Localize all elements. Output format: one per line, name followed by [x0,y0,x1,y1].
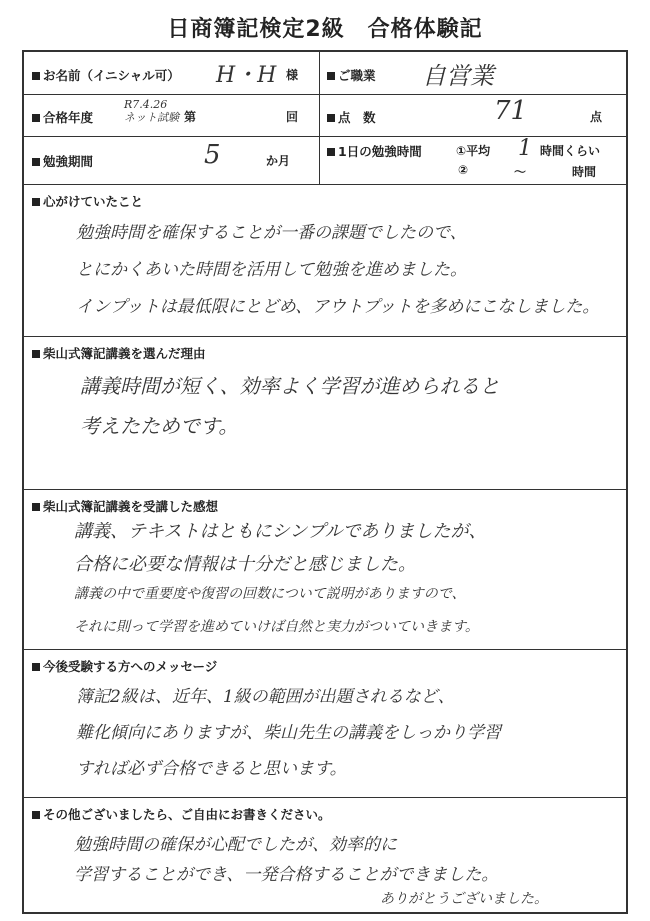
pass-year-dai: 第 [184,110,197,124]
score-value: 71 [494,96,528,126]
pass-year-label: 合格年度 [32,108,93,126]
score-label: 点 数 [327,108,376,126]
daily-avg-label: ①平均 [456,144,491,158]
pass-year-value: R7.4.26 ネット試験 [124,98,179,124]
pass-year-kai: 回 [286,110,299,124]
daily-avg-value: 1 [518,136,532,161]
study-period-suffix: か月 [266,154,291,168]
page-title: 日商簿記検定2級 合格体験記 [167,17,483,42]
section-line: 講義、テキストはともにシンプルでありましたが、 [74,521,487,542]
section-line: 考えたためです。 [80,414,239,438]
occupation-value: 自営業 [422,62,494,90]
section-line: 学習することができ、一発合格することができました。 [74,865,499,885]
section-line: 講義時間が短く、効率よく学習が進められると [80,374,500,398]
name-label: お名前（イニシャル可） [32,66,180,84]
section-line: 簿記2級は、近年、1級の範囲が出題されるなど、 [76,687,455,707]
section-line: インプットは最低限にとどめ、アウトプットを多めにこなしました。 [76,297,600,317]
section-label: その他ございましたら、ご自由にお書きください。 [32,805,331,823]
study-period-value: 5 [204,140,221,170]
section-line: とにかくあいた時間を活用して勉強を進めました。 [76,260,467,280]
section-line: ありがとうございました。 [380,891,548,907]
section-label: 今後受験する方へのメッセージ [32,657,217,675]
section-line: 合格に必要な情報は十分だと感じました。 [74,554,416,575]
name-value: H・H [216,63,277,88]
section-line: すれば必ず合格できると思います。 [76,759,347,779]
daily-study-label: 1日の勉強時間 [327,142,422,160]
survey-form [22,50,628,914]
daily-row2-tilde: ～ [514,165,527,179]
section-line: それに則って学習を進めていけば自然と実力がついていきます。 [74,619,479,635]
section-line: 勉強時間の確保が心配でしたが、効率的に [74,835,397,855]
daily-row2-suffix: 時間 [572,165,597,179]
section-line: 難化傾向にありますが、柴山先生の講義をしっかり学習 [76,723,501,743]
section-label: 心がけていたこと [32,192,143,210]
section-label: 柴山式簿記講義を受講した感想 [32,497,218,515]
study-period-label: 勉強期間 [32,152,93,170]
name-suffix: 様 [286,68,299,82]
section-line: 講義の中で重要度や復習の回数について説明がありますので、 [74,586,466,602]
section-label: 柴山式簿記講義を選んだ理由 [32,344,206,362]
score-suffix: 点 [590,110,603,124]
section-line: 勉強時間を確保することが一番の課題でしたので、 [76,223,467,243]
daily-avg-suffix: 時間くらい [540,144,601,158]
daily-row2-label: ② [458,163,469,177]
occupation-label: ご職業 [327,66,376,84]
